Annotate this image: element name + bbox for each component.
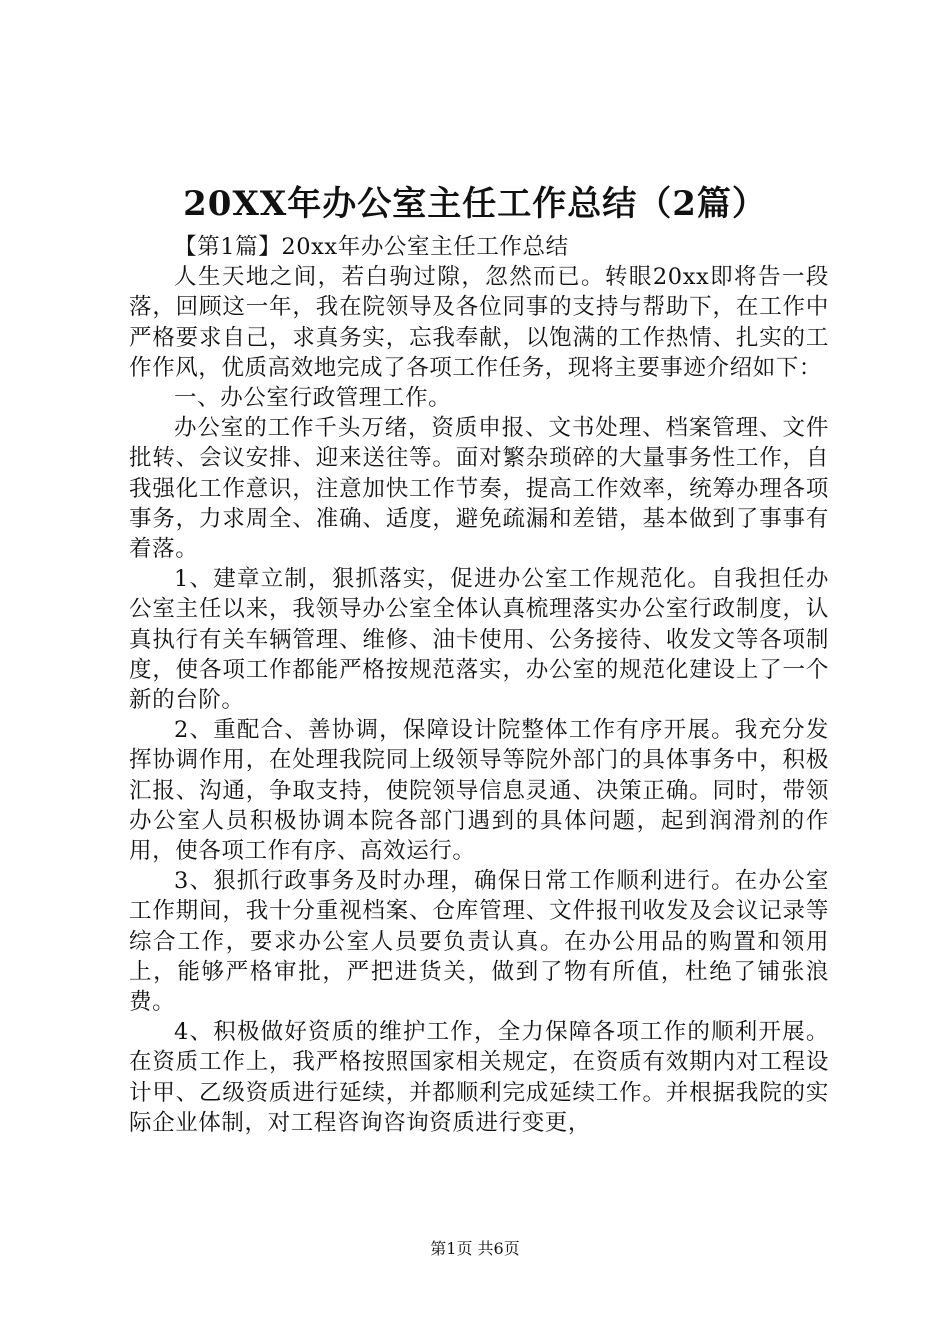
- page-number-footer: 第1页 共6页: [430, 1239, 520, 1258]
- body-paragraph: 4、积极做好资质的维护工作，全力保障各项工作的顺利开展。在资质工作上，我严格按照国家相关规定，在资质有效期内对工程设计甲、乙级资质进行延续，并都顺利完成延续工作。并根据我院的实际企业体制，对工程咨询咨询资质进行变更，: [129, 1019, 829, 1136]
- body-paragraph: 1、建章立制，狠抓落实，促进办公室工作规范化。自我担任办公室主任以来，我领导办公室全体认真梳理落实办公室行政制度，认真执行有关车辆管理、维修、油卡使用、公务接待、收发文等各项制度，使各项工作都能严格按规范落实，办公室的规范化建设上了一个新的台阶。: [129, 566, 829, 714]
- section-heading: 【第1篇】20xx年办公室主任工作总结: [174, 234, 569, 260]
- body-paragraph: 人生天地之间，若白驹过隙，忽然而已。转眼20xx即将告一段落，回顾这一年，我在院领导及各位同事的支持与帮助下，在工作中严格要求自己，求真务实，忘我奉献，以饱满的工作热情、扎实的工作作风，优质高效地完成了各项工作任务，现将主要事迹介绍如下：: [129, 264, 829, 381]
- body-paragraph: 办公室的工作千头万绪，资质申报、文书处理、档案管理、文件批转、会议安排、迎来送往等。面对繁杂琐碎的大量事务性工作，自我强化工作意识，注意加快工作节奏，提高工作效率，统筹办理各项事务，力求周全、准确、适度，避免疏漏和差错，基本做到了事事有着落。: [129, 415, 829, 563]
- body-paragraph: 3、狠抓行政事务及时办理，确保日常工作顺利进行。在办公室工作期间，我十分重视档案、仓库管理、文件报刊收发及会议记录等综合工作，要求办公室人员要负责认真。在办公用品的购置和领用上，能够严格审批，严把进货关，做到了物有所值，杜绝了铺张浪费。: [129, 868, 829, 1016]
- document-body: [129, 232, 829, 1138]
- body-paragraph: 2、重配合、善协调，保障设计院整体工作有序开展。我充分发挥协调作用，在处理我院同上级领导等院外部门的具体事务中，积极汇报、沟通，争取支持，使院领导信息灵通、决策正确。同时，带领办公室人员积极协调本院各部门遇到的具体问题，起到润滑剂的作用，使各项工作有序、高效运行。: [129, 717, 829, 865]
- section-heading: 一、办公室行政管理工作。: [174, 385, 452, 412]
- document-title: 20XX年办公室主任工作总结（2篇）: [183, 184, 767, 224]
